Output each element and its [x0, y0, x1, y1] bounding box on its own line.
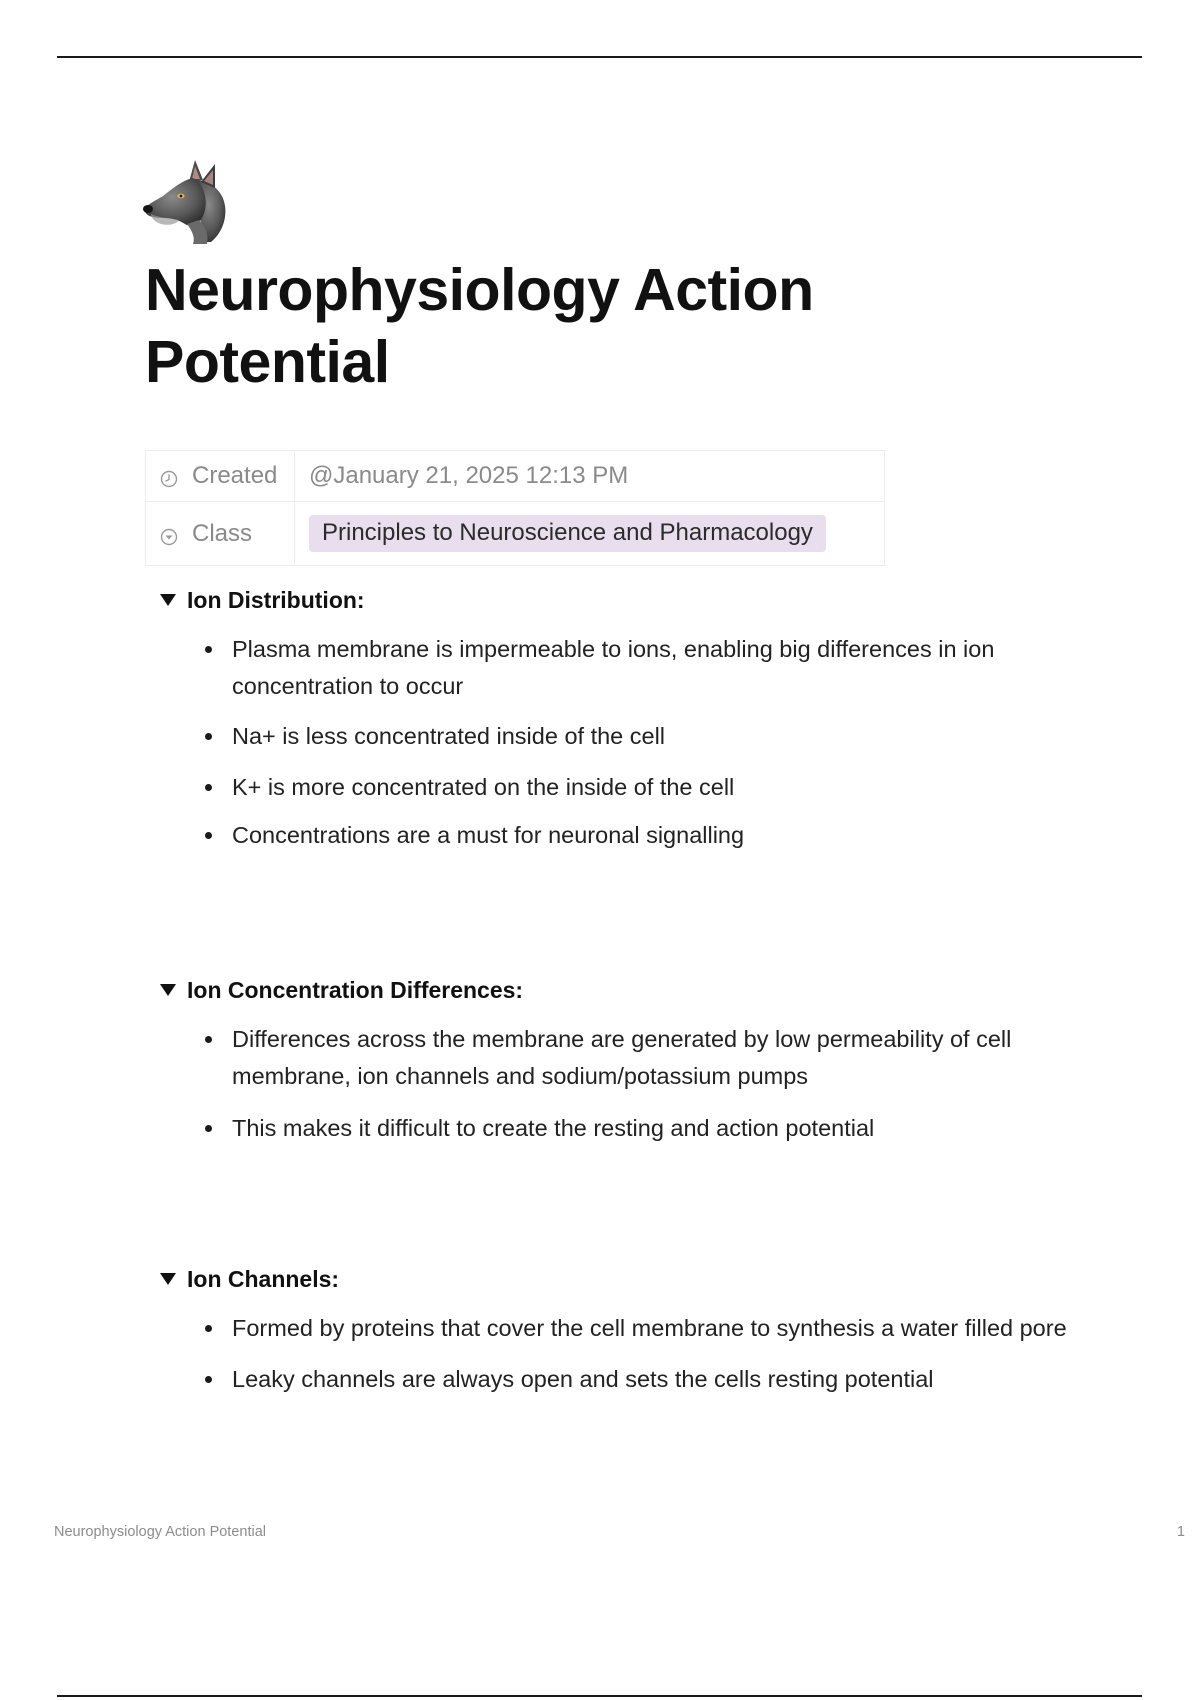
list-item: Formed by proteins that cover the cell membrane to synthesis a water filled pore — [160, 1310, 1080, 1347]
select-icon — [160, 528, 178, 546]
toggle-header[interactable] — [160, 975, 1080, 1005]
class-tag[interactable]: Principles to Neuroscience and Pharmacology — [309, 515, 826, 552]
bullet-list — [160, 1021, 1080, 1147]
footer-doc-title: Neurophysiology Action Potential — [54, 1524, 266, 1540]
property-row-class[interactable] — [146, 502, 885, 566]
bullet-icon — [205, 1125, 212, 1132]
bullet-icon — [205, 784, 212, 791]
toggle-section-ion-concentration-differences — [160, 975, 1080, 1147]
toggle-arrow-icon[interactable] — [160, 1272, 176, 1286]
bullet-icon — [205, 646, 212, 653]
section-heading: Ion Distribution: — [187, 586, 365, 613]
footer-page-number: 1 — [1176, 1524, 1185, 1540]
list-item: Leaky channels are always open and sets the cells resting potential — [160, 1361, 1080, 1398]
bullet-list — [160, 631, 1080, 854]
clock-icon — [160, 470, 178, 488]
class-value — [295, 502, 885, 566]
bullet-icon — [205, 1376, 212, 1383]
property-label: Class — [192, 519, 253, 547]
bottom-divider — [57, 1695, 1142, 1697]
toggle-section-ion-distribution — [160, 585, 1080, 854]
list-item: K+ is more concentrated on the inside of the cell — [160, 769, 1080, 806]
properties-table — [145, 450, 885, 566]
list-item: Concentrations are a must for neuronal signalling — [160, 817, 1080, 854]
toggle-arrow-icon[interactable] — [160, 983, 176, 997]
property-key — [146, 451, 295, 502]
page-title: Neurophysiology Action Potential — [145, 257, 814, 395]
bullet-icon — [205, 832, 212, 839]
list-item: Differences across the membrane are generated by low permeability of cell membrane, ion channels and sodium/potassium pumps — [160, 1021, 1080, 1095]
toggle-arrow-icon[interactable] — [160, 593, 176, 607]
section-heading: Ion Channels: — [187, 1265, 340, 1292]
bullet-icon — [205, 733, 212, 740]
list-item: This makes it difficult to create the resting and action potential — [160, 1110, 1080, 1147]
bullet-list — [160, 1310, 1080, 1398]
bullet-icon — [205, 1036, 212, 1043]
bullet-icon — [205, 1325, 212, 1332]
property-row-created[interactable] — [146, 451, 885, 502]
toggle-header[interactable] — [160, 585, 1080, 615]
list-item: Na+ is less concentrated inside of the cell — [160, 718, 1080, 755]
wolf-icon[interactable] — [143, 158, 235, 244]
section-heading: Ion Concentration Differences: — [187, 976, 524, 1003]
created-value: @January 21, 2025 12:13 PM — [295, 451, 885, 502]
property-label: Created — [192, 462, 278, 489]
list-item: Plasma membrane is impermeable to ions, enabling big differences in ion concentration to occur — [160, 631, 1080, 705]
toggle-header[interactable] — [160, 1264, 1080, 1294]
top-divider — [57, 56, 1142, 58]
toggle-section-ion-channels — [160, 1264, 1080, 1398]
property-key — [146, 502, 295, 566]
